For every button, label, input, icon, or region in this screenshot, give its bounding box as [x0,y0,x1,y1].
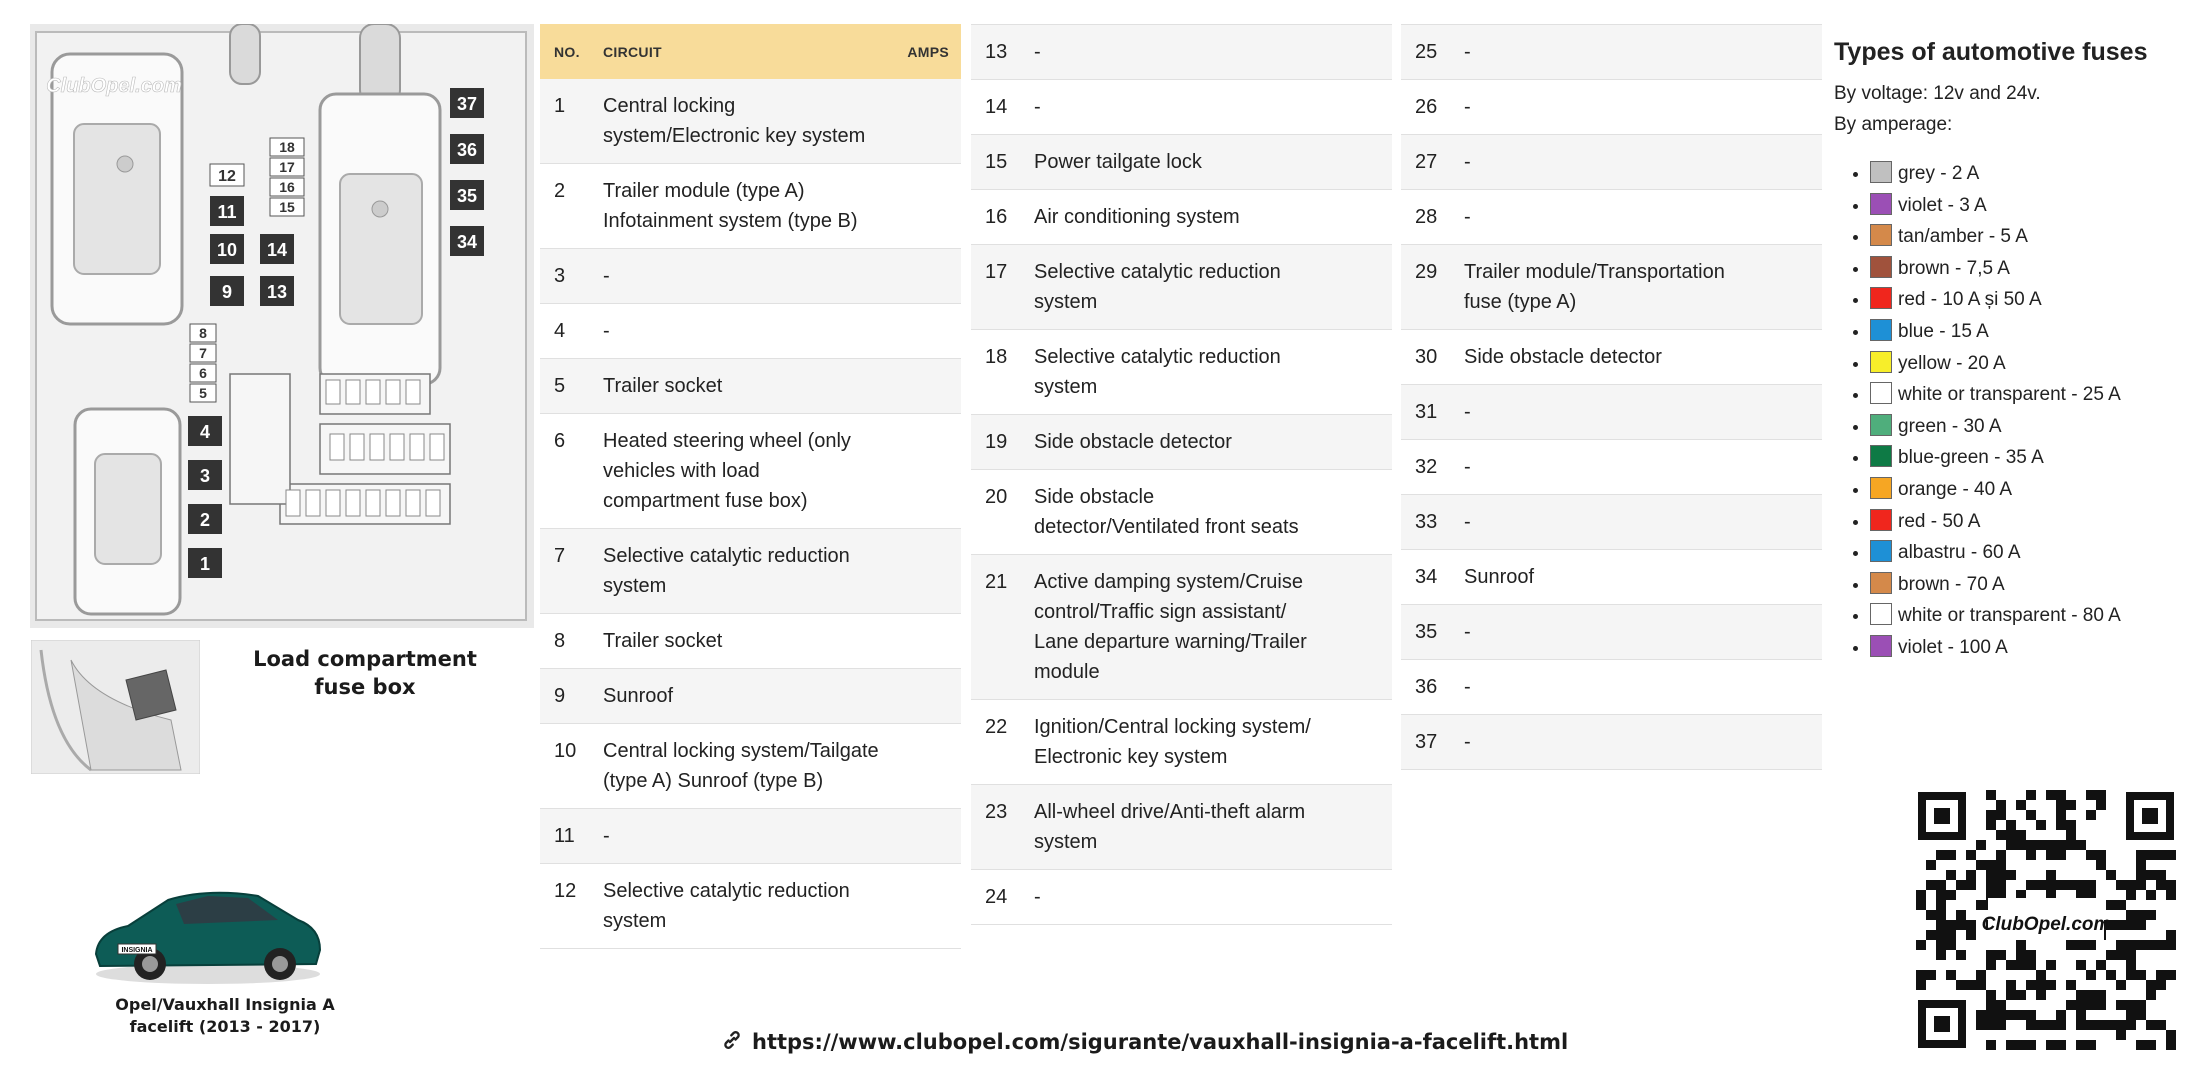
color-swatch [1870,603,1892,625]
fuse-type-item [1870,284,2194,316]
fuse-number: 37 [1415,731,1438,753]
fuse-number: 16 [985,206,1008,228]
fuse-type-label: brown - 7,5 A [1898,257,2010,279]
fuse-circuit: - [1464,731,1471,753]
fuse-circuit: - [1464,401,1471,423]
fuse-type-item [1870,537,2194,569]
fuse-type-item [1870,316,2194,348]
fuse-circuit: Trailer socket [603,630,723,652]
table-row [1401,135,1822,190]
fuse-label: 18 [279,139,295,155]
fuse-number: 10 [554,740,577,762]
fuse-label: 12 [218,168,236,185]
fuse-number: 28 [1415,206,1438,228]
fuse-label: 9 [221,282,233,302]
color-swatch [1870,224,1892,246]
table-body [540,79,961,949]
table-row [1401,245,1822,330]
table-row [971,245,1392,330]
table-row [971,135,1392,190]
fuse-circuit: - [1464,206,1471,228]
table-row [540,79,961,164]
color-swatch [1870,161,1892,183]
fuse-circuit: Sunroof [603,685,674,707]
fuse-number: 2 [554,180,566,202]
fuse-type-label: white or transparent - 25 A [1898,384,2121,406]
fuse-circuit: Power tailgate lock [1034,151,1202,173]
fuse-circuit: Trailer module (type A) Infotainment system (type B) [603,180,858,232]
fuse-type-label: grey - 2 A [1898,163,1980,184]
load-compartment-title: Load compartment fuse box [253,647,477,699]
color-swatch [1870,319,1892,341]
fuse-number: 27 [1415,151,1438,173]
fuse-circuit: Side obstacle detector/Ventilated front seats [1034,486,1299,538]
fuse-label: 3 [199,466,211,486]
qr-label: ClubOpel.com [1981,914,2111,935]
car-caption: Opel/Vauxhall Insignia A facelift (2013 - 2017) [115,995,335,1036]
fuse-type-item [1870,190,2194,222]
fuse-number: 9 [554,685,566,707]
color-swatch [1870,540,1892,562]
fuse-number: 22 [985,716,1008,738]
header-no: NO. [554,43,580,60]
fuse-type-item [1870,411,2194,443]
fuse-type-label: tan/amber - 5 A [1898,226,2028,248]
watermark: ClubOpel.com [46,75,182,97]
table-body [1401,25,1822,770]
fuse-type-label: green - 30 A [1898,415,2002,437]
fuse-circuit: Trailer module/Transportation fuse (type A) [1464,261,1725,313]
fuse-circuit: Trailer socket [603,375,723,397]
fuse-type-label: orange - 40 A [1898,478,2013,500]
fuse-circuit: Side obstacle detector [1464,346,1662,368]
table-row [540,529,961,614]
fuse-circuit: Sunroof [1464,566,1535,588]
fuse-circuit: Selective catalytic reduction system [603,880,850,932]
fuse-number: 21 [985,571,1008,593]
fuse-number: 31 [1415,401,1438,423]
table-header [540,24,961,79]
fuse-number: 19 [985,431,1008,453]
fuse-number: 6 [554,430,566,452]
fuse-types-panel [1834,34,2194,664]
fuse-circuit: Selective catalytic reduction system [603,545,850,597]
fuse-label: 4 [199,422,211,442]
fuse-number: 24 [985,886,1008,908]
fuse-box-diagram [30,24,534,628]
fuse-circuit: Selective catalytic reduction system [1034,261,1281,313]
fuse-number: 20 [985,486,1008,508]
fuse-number: 35 [1415,621,1438,643]
table-row [971,190,1392,245]
fuse-type-item [1870,348,2194,380]
fuse-type-item [1870,569,2194,601]
fuse-number: 17 [985,261,1008,283]
fuse-circuit: Heated steering wheel (only vehicles with load compartment fuse box) [603,430,851,512]
color-swatch [1870,382,1892,404]
car-badge: INSIGNIA [121,947,153,954]
table-row [1401,330,1822,385]
fuse-circuit: - [603,825,610,847]
fuse-number: 32 [1415,456,1438,478]
footer-url[interactable]: https://www.clubopel.com/sigurante/vauxhall-insignia-a-facelift.html [752,1030,1569,1054]
fuse-type-label: white or transparent - 80 A [1898,605,2121,627]
fuse-label: 7 [199,345,207,361]
table-row [971,80,1392,135]
fuse-label: 17 [279,159,295,175]
fuse-type-item [1870,600,2194,632]
footer-link[interactable] [720,1024,1568,1060]
fuse-table-column-3 [1401,24,1822,770]
fuse-label: 1 [199,554,211,574]
table-row [540,249,961,304]
table-row [1401,25,1822,80]
color-swatch [1870,351,1892,373]
table-row [971,785,1392,870]
fuse-label: 6 [199,365,207,381]
fuse-type-item [1870,632,2194,664]
fuse-type-label: albastru - 60 A [1898,542,2021,564]
fuse-number: 25 [1415,41,1438,63]
fuse-table-column-2 [971,24,1392,925]
fuse-number: 33 [1415,511,1438,533]
fuse-number: 4 [554,320,566,342]
table-row [540,164,961,249]
fuse-number: 1 [554,95,566,117]
link-icon [720,1028,744,1057]
fuse-type-item [1870,221,2194,253]
fuse-label: 8 [199,325,207,341]
color-swatch [1870,287,1892,309]
load-compartment-thumbnail [31,640,200,774]
fuse-number: 26 [1415,96,1438,118]
fuse-circuit: - [1464,511,1471,533]
fuse-type-label: red - 50 A [1898,510,1981,532]
fuse-circuit: - [1464,151,1471,173]
fuse-label: 10 [216,240,238,260]
fuse-type-item [1870,474,2194,506]
fuse-circuit: - [1464,621,1471,643]
fuse-circuit: Active damping system/Cruise control/Traffic sign assistant/ Lane departure warning/Trailer module [1034,571,1307,683]
fuse-circuit: - [1034,96,1041,118]
color-swatch [1870,477,1892,499]
by-amperage-text: By amperage: [1834,114,1953,135]
fuse-number: 12 [554,880,577,902]
fuse-type-label: blue-green - 35 A [1898,447,2044,469]
fuse-label: 37 [456,94,478,114]
fuse-circuit: All-wheel drive/Anti-theft alarm system [1034,801,1306,853]
fuse-type-label: brown - 70 A [1898,573,2005,595]
qr-code [1916,790,2176,1050]
table-row [1401,385,1822,440]
fuse-number: 8 [554,630,566,652]
fuse-label: 11 [217,202,237,222]
table-row [971,25,1392,80]
fuse-types-title: Types of automotive fuses [1834,38,2148,66]
table-row [971,415,1392,470]
color-swatch [1870,193,1892,215]
fuse-circuit: - [1464,96,1471,118]
color-swatch [1870,635,1892,657]
fuse-circuit: - [1034,41,1041,63]
fuse-number: 5 [554,375,566,397]
fuse-number: 29 [1415,261,1438,283]
table-row [1401,605,1822,660]
fuse-circuit: Side obstacle detector [1034,431,1232,453]
fuse-number: 11 [554,825,575,847]
fuse-number: 13 [985,41,1008,63]
fuse-type-item [1870,506,2194,538]
fuse-label: 34 [456,232,478,252]
fuse-label: 35 [456,186,478,206]
fuse-circuit: - [1464,676,1471,698]
fuse-label: 14 [266,240,288,260]
fuse-label: 36 [456,140,478,160]
table-row [1401,550,1822,605]
fuse-table-column-1 [540,24,961,949]
table-row [971,470,1392,555]
table-row [540,724,961,809]
by-voltage-text: By voltage: 12v and 24v. [1834,83,2041,104]
color-swatch [1870,414,1892,436]
table-row [540,669,961,724]
color-swatch [1870,509,1892,531]
fuse-number: 14 [985,96,1008,118]
color-swatch [1870,256,1892,278]
fuse-circuit: Selective catalytic reduction system [1034,346,1281,398]
fuse-number: 3 [554,265,566,287]
fuse-number: 30 [1415,346,1438,368]
fuse-circuit: - [1464,41,1471,63]
table-row [971,870,1392,925]
table-row [1401,495,1822,550]
fuse-label: 13 [266,282,288,302]
fuse-types-list [1834,158,2194,664]
table-row [1401,440,1822,495]
fuse-type-label: blue - 15 A [1898,320,1989,342]
fuse-circuit: Ignition/Central locking system/ Electronic key system [1034,716,1311,768]
fuse-label: 16 [279,179,295,195]
table-row [1401,190,1822,245]
table-row [540,809,961,864]
fuse-number: 36 [1415,676,1438,698]
table-body [971,25,1392,925]
table-row [971,330,1392,415]
fuse-type-item [1870,442,2194,474]
fuse-type-item [1870,379,2194,411]
header-circuit: CIRCUIT [603,43,662,60]
fuse-number: 34 [1415,566,1438,588]
fuse-number: 18 [985,346,1008,368]
fuse-circuit: Air conditioning system [1034,206,1240,228]
fuse-number: 15 [985,151,1008,173]
car-image [88,870,328,990]
fuse-label: 2 [199,510,211,530]
color-swatch [1870,572,1892,594]
fuse-type-label: red - 10 A și 50 A [1898,289,2042,311]
table-row [540,614,961,669]
fuse-circuit: Central locking system/Tailgate (type A) Sunroof (type B) [603,740,879,792]
fuse-number: 7 [554,545,566,567]
fuse-circuit: - [1034,886,1041,908]
fuse-number: 23 [985,801,1008,823]
fuse-label: 15 [279,199,295,215]
fuse-circuit: - [1464,456,1471,478]
color-swatch [1870,445,1892,467]
fuse-circuit: - [603,265,610,287]
table-row [540,359,961,414]
fuse-type-item [1870,253,2194,285]
table-row [540,414,961,529]
fuse-type-label: violet - 100 A [1898,636,2008,658]
table-row [971,555,1392,700]
fuse-type-label: violet - 3 A [1898,194,1987,216]
table-row [1401,80,1822,135]
header-amps: AMPS [907,43,949,60]
table-row [971,700,1392,785]
fuse-type-label: yellow - 20 A [1898,352,2006,374]
table-row [1401,715,1822,770]
fuse-label: 5 [199,385,207,401]
fuse-circuit: - [603,320,610,342]
fuse-type-item [1870,158,2194,190]
table-row [1401,660,1822,715]
table-row [540,304,961,359]
fuse-circuit: Central locking system/Electronic key system [603,95,866,147]
table-row [540,864,961,949]
